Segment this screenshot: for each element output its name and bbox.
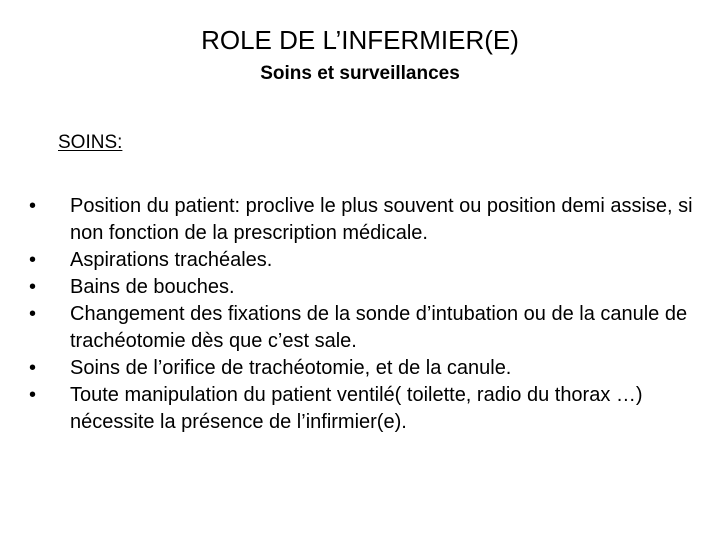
- bullet-text: Bains de bouches.: [70, 276, 235, 298]
- slide-title: ROLE DE L’INFERMIER(E): [201, 25, 519, 55]
- bullet-item-manipulation: [29, 382, 709, 436]
- slide-subtitle: Soins et surveillances: [260, 63, 460, 84]
- bullet-dot-icon: •: [29, 357, 37, 379]
- bullet-dot-icon: •: [29, 195, 37, 217]
- bullet-text: Position du patient: proclive le plus souvent ou position demi assise, si non fonction de la prescription médicale.: [70, 195, 693, 244]
- bullet-text: Changement des fixations de la sonde d’intubation ou de la canule de trachéotomie dès que c’est sale.: [70, 303, 688, 352]
- bullet-dot-icon: •: [29, 384, 37, 406]
- bullet-dot-icon: •: [29, 249, 37, 271]
- bullet-item-soins-orifice: [29, 355, 709, 382]
- bullet-dot-icon: •: [29, 276, 37, 298]
- bullet-item-aspirations: [29, 247, 709, 274]
- bullet-dot-icon: •: [29, 303, 37, 325]
- section-heading-soins: SOINS:: [58, 132, 123, 153]
- bullet-text: Toute manipulation du patient ventilé( toilette, radio du thorax …) nécessite la présence de l’infirmier(e).: [70, 384, 643, 433]
- bullet-text: Aspirations trachéales.: [70, 249, 273, 271]
- bullet-list: [29, 193, 709, 436]
- bullet-text: Soins de l’orifice de trachéotomie, et de la canule.: [70, 357, 512, 379]
- bullet-item-position: [29, 193, 709, 247]
- bullet-item-bains: [29, 274, 709, 301]
- bullet-item-fixations: [29, 301, 709, 355]
